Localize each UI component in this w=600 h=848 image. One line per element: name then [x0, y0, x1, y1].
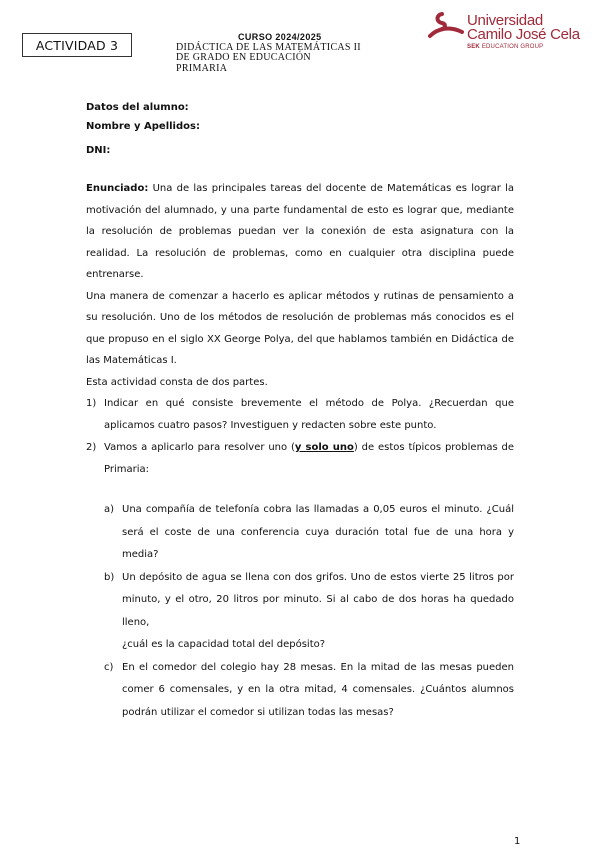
- statement-paragraph-2: Una manera de comenzar a hacerlo es aplicar métodos y rutinas de pensamiento a su resolución. Uno de los métodos de resolución de problemas más conocidos es el que propuso en el siglo XX George Polya, del que hablamos también en Didáctica de las Matemáticas I.: [86, 290, 514, 366]
- part-text-before: Vamos a aplicarlo para resolver uno (: [104, 442, 295, 453]
- parts-list: [86, 393, 514, 481]
- student-name-field: Nombre y Apellidos:: [86, 121, 200, 132]
- university-logo: [428, 12, 578, 56]
- subject-line-1: DIDÁCTICA DE LAS MATEMÁTICAS II: [176, 41, 361, 53]
- subject-line-2: DE GRADO EN EDUCACIÓN: [176, 52, 311, 63]
- problem-letter: b): [104, 571, 115, 583]
- statement: [86, 178, 514, 393]
- statement-paragraph-1: [86, 178, 514, 286]
- problem-text: En el comedor del colegio hay 28 mesas. En la mitad de las mesas pueden comer 6 comensales, y en la otra mitad, 4 comensales. ¿Cuántos alumnos podrán utilizar el comedor si utilizan todas las mesas?: [122, 661, 514, 718]
- problem-letter: c): [104, 661, 114, 673]
- course-header: [176, 32, 361, 74]
- problem-letter: a): [104, 504, 115, 515]
- student-fields: [86, 98, 514, 160]
- statement-label: Enunciado:: [86, 183, 149, 194]
- student-dni-field: DNI:: [86, 145, 111, 156]
- ucjc-logo-icon: [428, 12, 464, 42]
- list-item: [86, 437, 514, 481]
- page-number: 1: [514, 836, 521, 847]
- problem-text: Una compañía de telefonía cobra las llamadas a 0,05 euros el minuto. ¿Cuál será el coste de una conferencia cuya duración total fue de una hora y media?: [122, 504, 514, 560]
- course-year: CURSO 2024/2025: [238, 32, 322, 42]
- subject-line-3: PRIMARIA: [176, 62, 228, 74]
- list-item: [104, 567, 514, 657]
- list-item: [86, 393, 514, 437]
- logo-text-line2: Camilo José Cela: [467, 26, 580, 43]
- part-text: Indicar en qué consiste brevemente el método de Polya. ¿Recuerdan que aplicamos cuatro pasos? Investiguen y redacten sobre este punto.: [104, 398, 514, 431]
- problem-text: Un depósito de agua se llena con dos grifos. Uno de estos vierte 25 litros por minuto, y el otro, 20 litros por minuto. Si al cabo de dos horas ha quedado lleno,: [122, 571, 514, 628]
- statement-paragraph-3: Esta actividad consta de dos partes.: [86, 376, 268, 388]
- activity-label: ACTIVIDAD 3: [35, 37, 119, 53]
- part-number: 1): [86, 398, 97, 409]
- logo-text-line1: Universidad: [467, 12, 543, 29]
- part-emphasis: y solo uno: [294, 442, 354, 453]
- list-item: [104, 499, 514, 567]
- logo-text-line3: [467, 44, 543, 50]
- logo-education-group: EDUCATION GROUP: [481, 44, 544, 50]
- activity-label-box: [22, 33, 132, 57]
- part-number: 2): [86, 442, 97, 453]
- part-text-after: ) de estos típicos problemas de Primaria:: [104, 442, 514, 475]
- list-item: [104, 657, 514, 725]
- statement-paragraph-1-text: Una de las principales tareas del docente de Matemáticas es lograr la motivación del alumnado, y una parte fundamental de esto es lograr que, mediante la resolución de problemas puedan ver la conexión de esta asignatura con la realidad. La resolución de problemas, como en cualquier otra disciplina puede entrenarse.: [86, 183, 514, 280]
- logo-sek: SEK: [467, 44, 480, 50]
- problem-question: ¿cuál es la capacidad total del depósito?: [122, 639, 326, 650]
- document-body: [86, 98, 514, 724]
- student-data-title: Datos del alumno:: [86, 102, 189, 113]
- problems-list: [104, 499, 514, 724]
